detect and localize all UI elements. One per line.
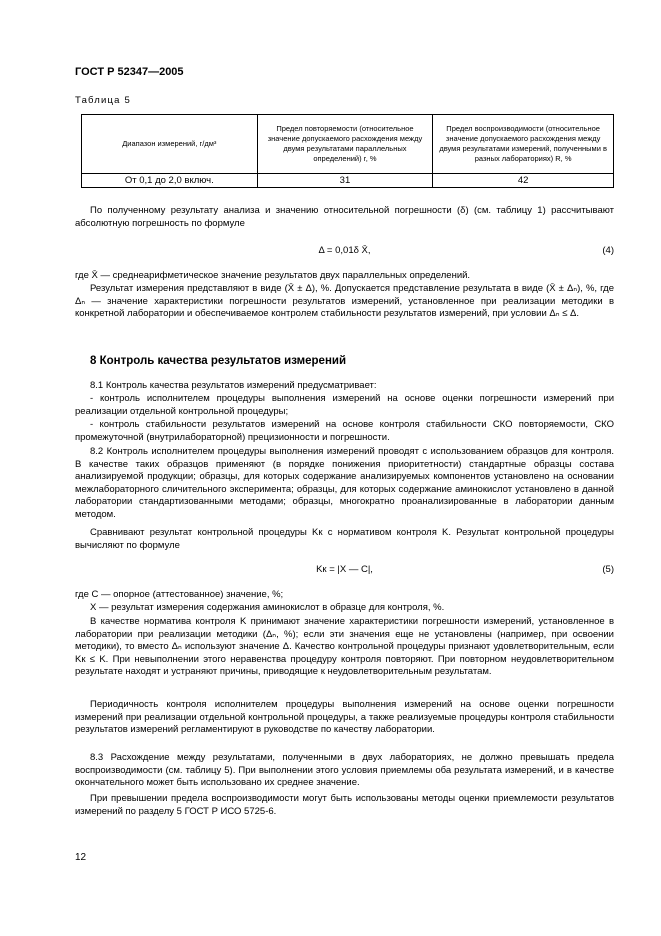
paragraph: 8.1 Контроль качества результатов измерений предусматривает: <box>90 380 377 391</box>
table-header-row <box>82 115 614 174</box>
paragraph: где C — опорное (аттестованное) значение, %; <box>75 589 284 600</box>
formula-text: Δ = 0,01δ X̄, <box>318 245 371 256</box>
formula-5 <box>75 564 614 577</box>
paragraph: 8.2 Контроль исполнителем процедуры выполнения измерений проводят с использованием образцов для контроля. В качестве таких образцов применяют (в порядке понижения приоритетности) стандартные образцы состава анализируемой продукции; образцы, для которых содержание анализируемых компонентов установлено на основании межлабораторного сличительного эксперимента; образцы, для которых содержание аминокислот установлено в данной лаборатории стандартизованными методами; образцы, многократно проанализированные в лаборатории данным методом. <box>75 446 614 520</box>
paragraph: В качестве норматива контроля K принимают значение характеристики погрешности измерений, установленное в лаборатории при реализации методики (Δₙ, %); если эти значения еще не установлены (например, при освоении методики), то вместо Δₙ используют значение Δ. Качество контрольной процедуры признают удовлетворительным, если Kк ≤ K. При невыполнении этого неравенства процедуру контроля повторяют. При повторном неудовлетворительном результате находят и устраняют причины, приводящие к неудовлетворительным результатам. <box>75 616 614 678</box>
paragraph: 8.3 Расхождение между результатами, полученными в двух лабораториях, не должно превышать предела воспроизводимости (см. таблицу 5). При выполнении этого условия приемлемы оба результата измерений, и в качестве окончательного может быть использовано их среднее значение. <box>75 752 614 789</box>
formula-text: Kк = |X — C|, <box>316 564 373 575</box>
paragraph: где X̄ — среднеарифметическое значение результатов двух параллельных определений. <box>75 270 471 281</box>
paragraph: Результат измерения представляют в виде (X̄ ± Δ), %. Допускается представление результата в виде (X̄ ± Δₙ), %, где Δₙ — значение характеристики погрешности результатов измерений, установленное при реализации методики в конкретной лаборатории и обеспечиваемое контролем стабильности результатов измерений, при условии Δₙ ≤ Δ. <box>75 283 614 320</box>
table-cell: 31 <box>257 174 433 188</box>
table-cell: 42 <box>433 174 614 188</box>
table-header-repeatability: Предел повторяемости (относительное значение допускаемого расхождения между двумя результатами параллельных определений) r, % <box>257 115 433 174</box>
paragraph: Сравнивают результат контрольной процедуры Kк с нормативом контроля K. Результат контрольной процедуры вычисляют по формуле <box>75 527 614 551</box>
table-header-range: Диапазон измерений, г/дм³ <box>82 115 258 174</box>
table-row <box>82 174 614 188</box>
formula-4 <box>75 245 614 258</box>
list-item: - контроль стабильности результатов измерений на основе контроля стабильности СКО повторяемости, СКО промежуточной (внутрилабораторной) прецизионности и погрешности. <box>75 419 614 443</box>
paragraph: По полученному результату анализа и значению относительной погрешности (δ) (см. таблицу 1) рассчитывают абсолютную погрешность по формуле <box>75 205 614 229</box>
document-header: ГОСТ Р 52347—2005 <box>75 66 184 78</box>
paragraph: X — результат измерения содержания аминокислот в образце для контроля, %. <box>90 602 445 613</box>
table-cell: От 0,1 до 2,0 включ. <box>82 174 258 188</box>
paragraph: Периодичность контроля исполнителем процедуры выполнения измерений на основе оценки погрешности измерений при реализации отдельной контрольной процедуры, а также реализуемые процедуры контроля стабильности результатов измерений регламентируют в руководстве по качеству лаборатории. <box>75 699 614 736</box>
list-item: - контроль исполнителем процедуры выполнения измерений на основе оценки погрешности измерений при реализации отдельной контрольной процедуры; <box>75 393 614 417</box>
formula-number: (4) <box>602 245 614 256</box>
section-heading: 8 Контроль качества результатов измерений <box>90 355 347 367</box>
page-number: 12 <box>75 852 87 863</box>
paragraph: При превышении предела воспроизводимости могут быть использованы методы оценки приемлемости результатов измерений по разделу 5 ГОСТ Р ИСО 5725-6. <box>75 793 614 817</box>
data-table <box>81 114 614 188</box>
table-header-reproducibility: Предел воспроизводимости (относительное значение допускаемого расхождения между двумя результатами измерений, полученными в разных лабораториях) R, % <box>433 115 614 174</box>
table-caption: Таблица 5 <box>75 95 131 106</box>
formula-number: (5) <box>602 564 614 575</box>
